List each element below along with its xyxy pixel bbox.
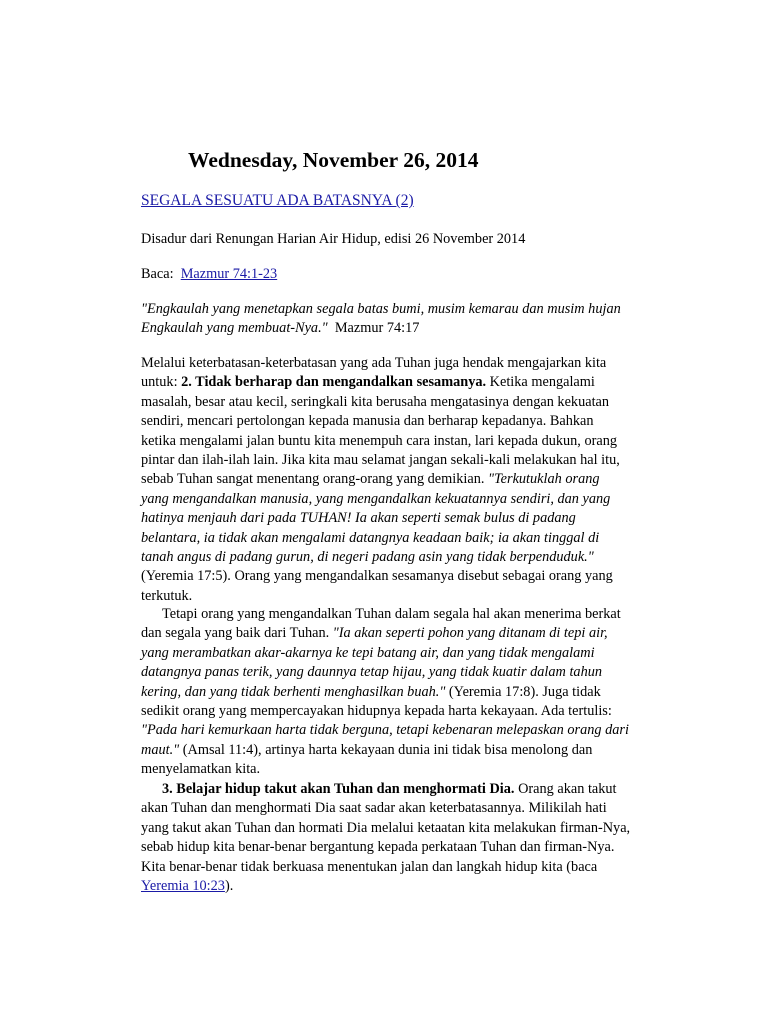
quote-line-1: "Engkaulah yang menetapkan segala batas bumi, musim kemarau dan musim hujan (141, 301, 621, 317)
p2-quote: maut." (141, 741, 180, 758)
p1-quote-line: hatinya menjauh dari pada TUHAN! Ia akan seperti semak bulus di padang (141, 510, 576, 527)
quote-ref: Mazmur 74:17 (334, 320, 420, 337)
p3-text: Orang akan takut (514, 781, 617, 797)
paragraph-blessing (141, 605, 661, 780)
quote-line-2: Engkaulah yang membuat-Nya." (141, 320, 328, 337)
opening-quote (141, 300, 661, 339)
p1-line: terkutuk. (141, 587, 193, 604)
p1-quote-line: belantara, ia tidak akan mengalami datangnya keadaan baik; ia akan tinggal di (141, 529, 600, 546)
source-line: Disadur dari Renungan Harian Air Hidup, edisi 26 November 2014 (141, 231, 526, 247)
p2-quote-line: yang merambatkan akar-akarnya ke tepi batang air, dan yang tidak mengalami (141, 644, 595, 661)
yeremia-link[interactable]: Yeremia 10:23 (141, 878, 225, 895)
baca-line (141, 265, 661, 284)
p1-line: sendiri, mencari pertolongan kepada manusia dan berharap kepadanya. Bahkan (141, 413, 594, 430)
p1-text: untuk: (141, 374, 182, 391)
p1-line: ketika mengalami jalan buntu kita menempuh cara instan, lari kepada dukun, orang (141, 432, 618, 449)
p2-quote: "Ia akan seperti pohon yang ditanam di tepi air, (332, 625, 608, 642)
mazmur-link[interactable]: Mazmur 74:1-23 (180, 266, 278, 282)
p2-text: (Amsal 11:4), artinya harta kekayaan dunia ini tidak bisa menolong dan (179, 741, 593, 758)
p2-text: dan segala yang baik dari Tuhan. (141, 625, 333, 642)
p2-text: Tetapi orang yang mengandalkan Tuhan dalam segala hal akan menerima berkat (162, 606, 621, 622)
p2-quote: kering, dan yang tidak berhenti menghasilkan buah." (141, 683, 446, 700)
p3-text: ). (224, 878, 234, 895)
p1-line: pintar dan ilah-ilah lain. Jika kita mau selamat jangan sekali-kali melakukan hal itu, (141, 452, 620, 469)
p2-quote-line: datangnya panas terik, yang daunnya tetap hijau, yang tidak kuatir dalam tahun (141, 664, 603, 681)
p2-quote-line: "Pada hari kemurkaan harta tidak berguna, tetapi kebenaran melepaskan orang dari (141, 722, 629, 739)
p3-line: akan Tuhan dan menghormati Dia saat sadar akan keterbatasannya. Milikilah hati (141, 800, 607, 817)
point-3-heading: 3. Belajar hidup takut akan Tuhan dan menghormati Dia. (162, 781, 515, 797)
p2-line: menyelamatkan kita. (141, 761, 261, 778)
p3-line: Kita benar-benar tidak berkuasa menentukan jalan dan langkah hidup kita (baca (141, 858, 598, 875)
p1-quote: "Terkutuklah orang (488, 471, 600, 488)
p1-text: Ketika mengalami (486, 374, 595, 391)
post-title-link[interactable]: SEGALA SESUATU ADA BATASNYA (2) (141, 192, 414, 209)
paragraph-point-3 (141, 780, 661, 896)
baca-label: Baca: (141, 266, 174, 282)
point-2-heading: 2. Tidak berharap dan mengandalkan sesamanya. (181, 374, 487, 391)
p2-line: sedikit orang yang mempercayakan hidupnya kepada harta kekayaan. Ada tertulis: (141, 703, 612, 720)
p2-text: (Yeremia 17:8). Juga tidak (445, 683, 601, 700)
paragraph-point-2 (141, 354, 661, 606)
p1-quote-line: tanah angus di padang gurun, di negeri padang asin yang tidak berpenduduk." (141, 549, 594, 566)
post-date: Wednesday, November 26, 2014 (188, 148, 479, 172)
p1-line: (Yeremia 17:5). Orang yang mengandalkan sesamanya disebut sebagai orang yang (141, 568, 613, 585)
p3-line: sebab hidup kita benar-benar bergantung kepada perkataan Tuhan dan firman-Nya. (141, 839, 615, 856)
p3-line: yang takut akan Tuhan dan hormati Dia melalui ketaatan kita melakukan firman-Nya, (141, 819, 631, 836)
p1-text: sebab Tuhan sangat menentang orang-orang yang demikian. (141, 471, 489, 488)
p1-quote-line: yang mengandalkan manusia, yang mengandalkan kekuatannya sendiri, dan yang (141, 490, 611, 507)
p1-line: masalah, besar atau kecil, seringkali kita berusaha mengatasinya dengan kekuatan (141, 393, 610, 410)
p1-line: Melalui keterbatasan-keterbatasan yang ada Tuhan juga hendak mengajarkan kita (141, 355, 607, 371)
